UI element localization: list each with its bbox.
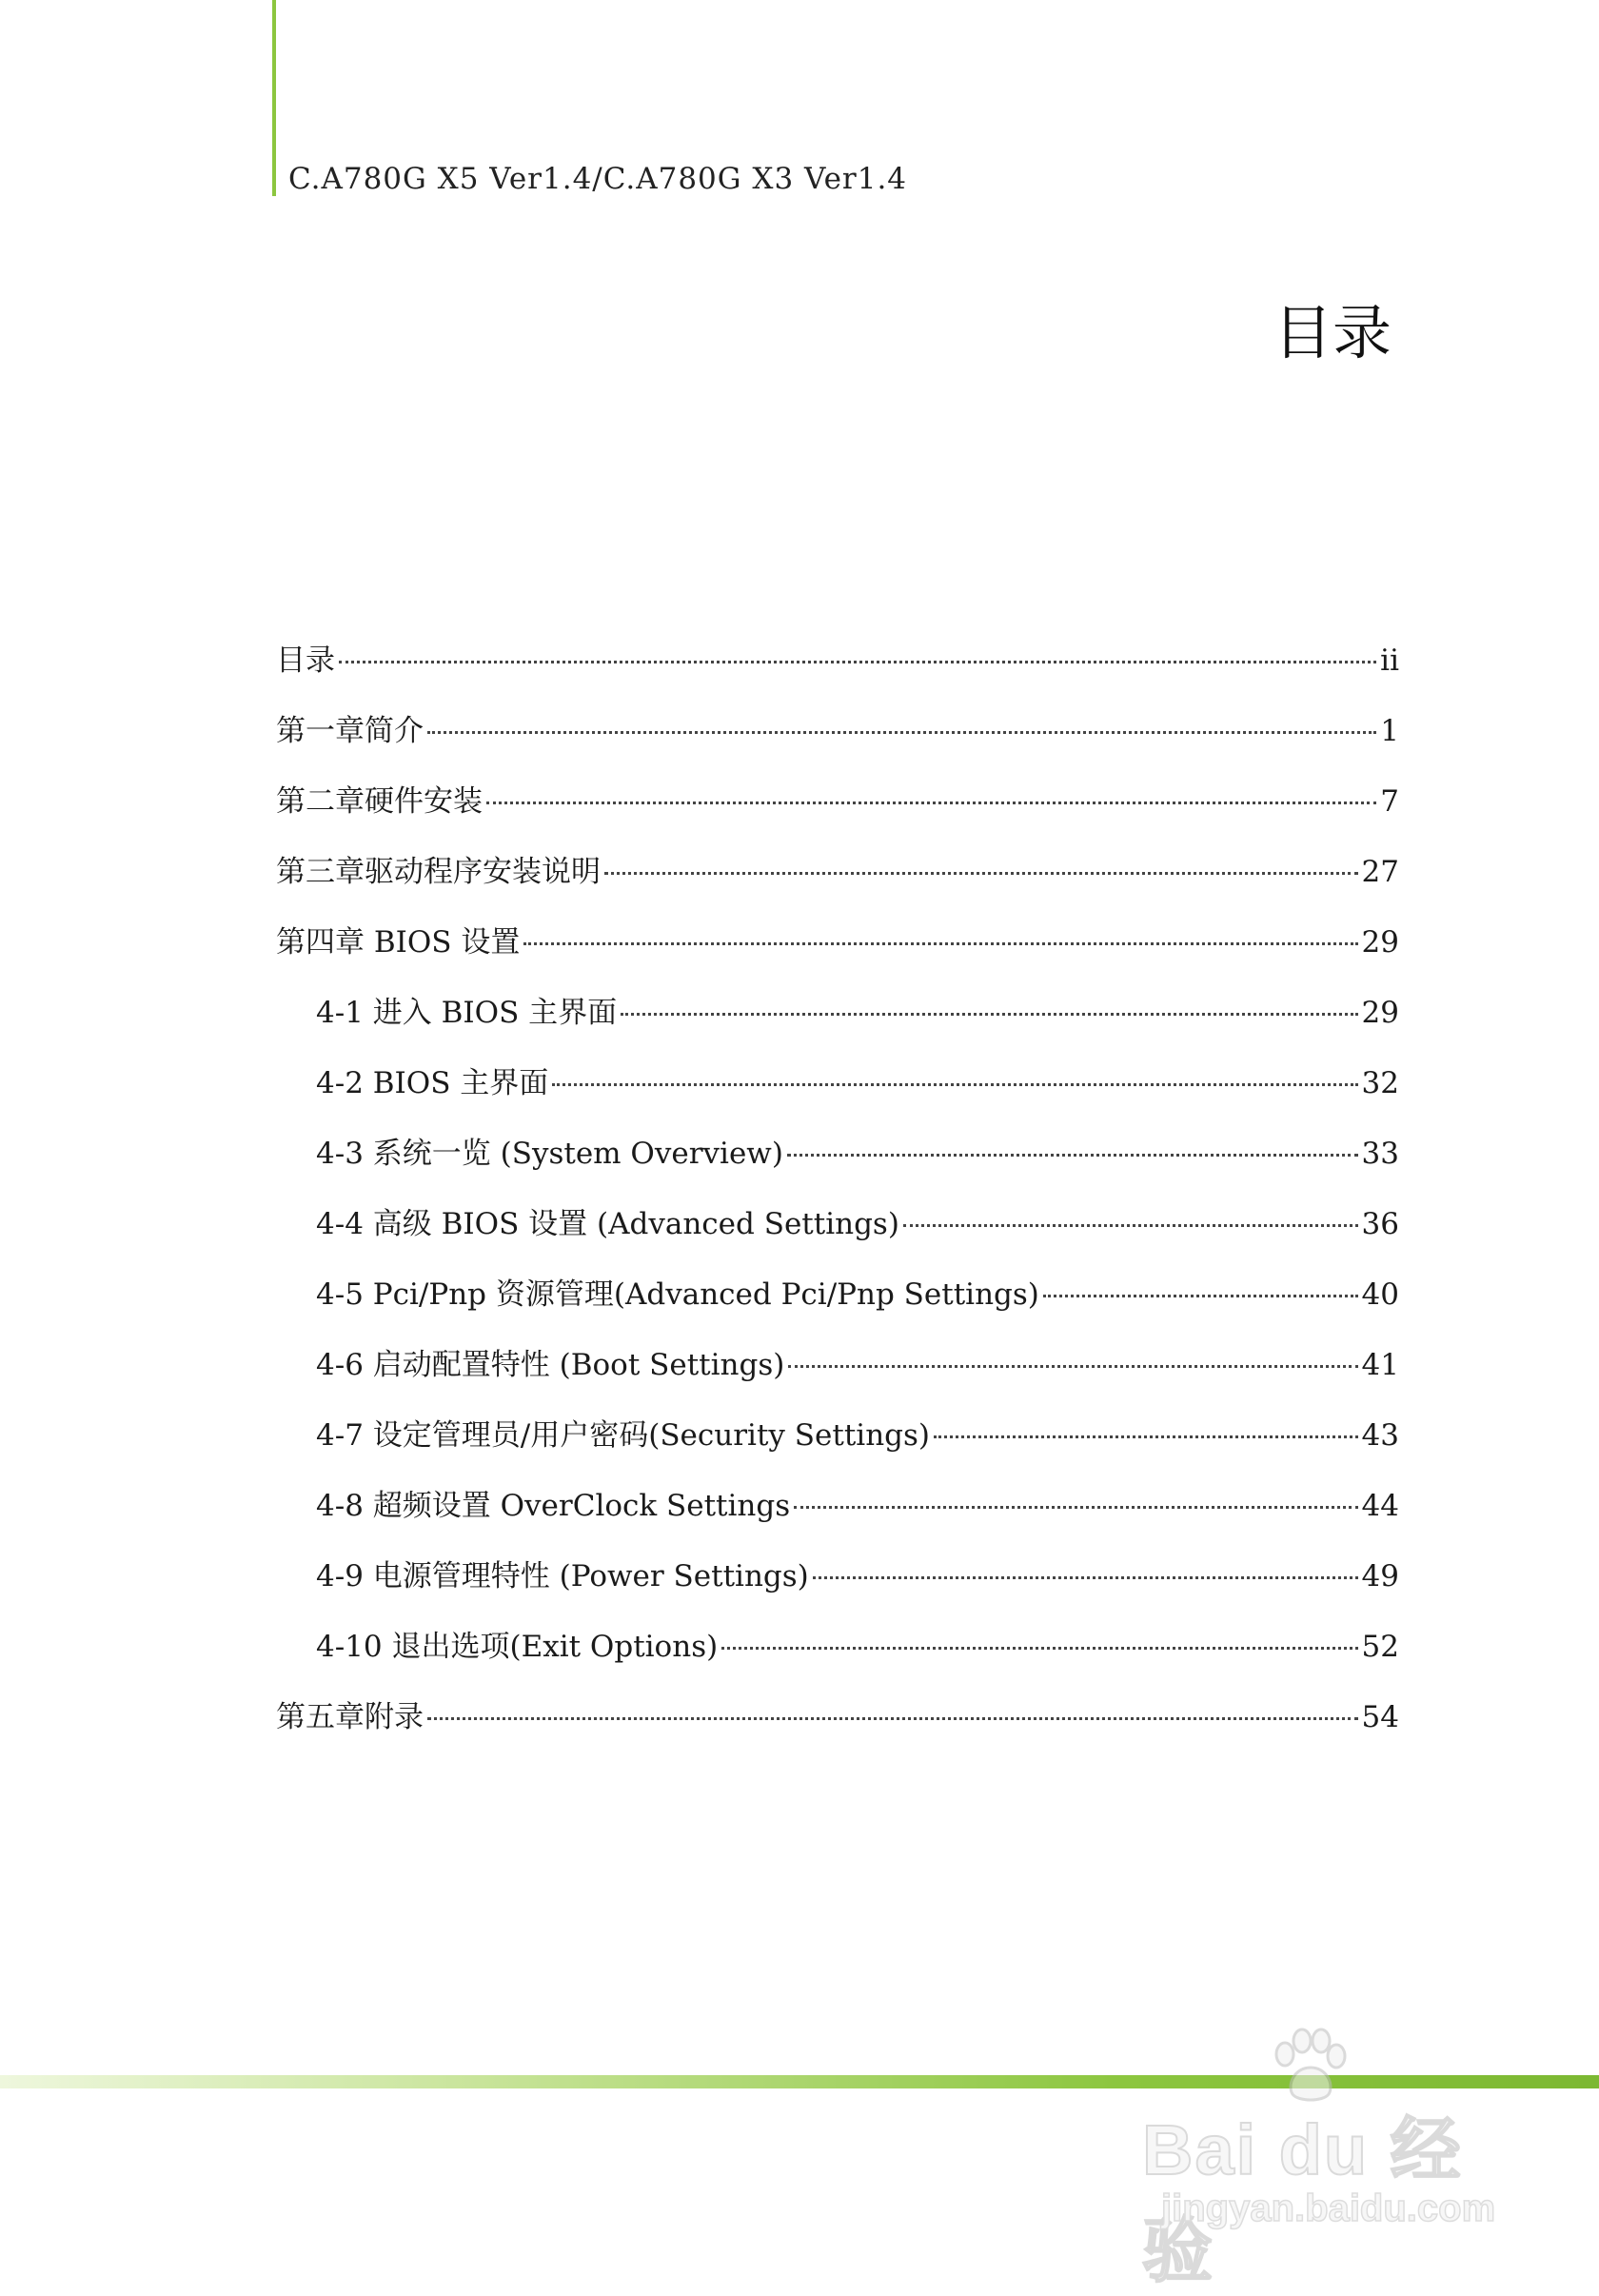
toc-entry-page: 32 [1361,1066,1399,1100]
header-accent-line [272,0,276,196]
toc-entry[interactable] [276,706,1399,777]
toc-subentry[interactable] [276,1622,1399,1692]
toc-leader-dots [427,1717,1358,1720]
toc-subentry[interactable] [276,1552,1399,1622]
toc-entry-page: 49 [1361,1559,1399,1593]
toc-leader-dots [813,1576,1358,1579]
toc-entry-title: 4-2 BIOS 主界面 [316,1066,549,1100]
toc-entry-page: 52 [1361,1630,1399,1664]
page-title: 目录 [1273,298,1392,367]
toc-entry-page: 40 [1361,1277,1399,1312]
toc-entry-title: 第五章附录 [276,1700,424,1734]
toc-entry-title: 第四章 BIOS 设置 [276,925,521,960]
watermark-url: jingyan.baidu.com [1161,2187,1496,2229]
toc-entry[interactable] [276,918,1399,988]
toc-subentry[interactable] [276,1129,1399,1199]
toc-leader-dots [787,1154,1358,1157]
table-of-contents [276,636,1399,1763]
toc-leader-dots [934,1435,1358,1438]
toc-leader-dots [486,802,1376,804]
toc-leader-dots [523,942,1357,945]
paw-icon [1266,2028,1352,2104]
toc-entry-page: 44 [1361,1489,1399,1523]
toc-entry-title: 第三章驱动程序安装说明 [276,855,601,889]
toc-entry-page: 27 [1361,855,1399,889]
toc-entry-title: 4-4 高级 BIOS 设置 (Advanced Settings) [316,1207,899,1241]
toc-subentry[interactable] [276,1411,1399,1481]
toc-entry-page: ii [1380,643,1399,678]
toc-entry-page: 29 [1361,996,1399,1030]
toc-subentry[interactable] [276,1059,1399,1129]
toc-leader-dots [552,1083,1357,1086]
baidu-jingyan-watermark [1133,2028,1513,2290]
toc-entry-title: 4-9 电源管理特性 (Power Settings) [316,1559,809,1593]
toc-leader-dots [1043,1295,1358,1297]
toc-leader-dots [427,731,1376,734]
toc-entry-title: 4-1 进入 BIOS 主界面 [316,996,618,1030]
toc-subentry[interactable] [276,1340,1399,1411]
toc-entry-page: 36 [1361,1207,1399,1241]
toc-entry-title: 4-5 Pci/Pnp 资源管理(Advanced Pci/Pnp Settings) [316,1277,1039,1312]
toc-leader-dots [794,1506,1357,1509]
toc-subentry[interactable] [276,1199,1399,1270]
toc-entry[interactable] [276,847,1399,918]
watermark-brand: Bai du 经验 [1142,2110,1463,2290]
toc-leader-dots [903,1224,1358,1227]
toc-subentry[interactable] [276,988,1399,1059]
toc-leader-dots [604,872,1358,875]
toc-entry-title: 4-8 超频设置 OverClock Settings [316,1489,791,1523]
toc-leader-dots [621,1013,1357,1016]
toc-entry-page: 29 [1361,925,1399,960]
toc-entry-page: 43 [1361,1418,1399,1453]
header-model-name: C.A780G X5 Ver1.4/C.A780G X3 Ver1.4 [288,162,908,196]
toc-subentry[interactable] [276,1270,1399,1340]
toc-entry[interactable] [276,636,1399,706]
toc-entry-page: 33 [1361,1137,1399,1171]
toc-entry-title: 4-6 启动配置特性 (Boot Settings) [316,1348,785,1382]
toc-leader-dots [721,1647,1357,1650]
toc-entry-title: 4-3 系统一览 (System Overview) [316,1137,783,1171]
toc-entry-title: 目录 [276,643,335,678]
toc-leader-dots [339,661,1376,663]
toc-entry-page: 41 [1361,1348,1399,1382]
toc-entry-title: 第一章简介 [276,714,424,748]
toc-entry-page: 1 [1380,714,1399,748]
toc-entry[interactable] [276,1692,1399,1763]
toc-entry[interactable] [276,777,1399,847]
toc-entry-title: 4-10 退出选项(Exit Options) [316,1630,719,1664]
toc-entry-title: 第二章硬件安装 [276,784,483,819]
toc-subentry[interactable] [276,1481,1399,1552]
toc-leader-dots [788,1365,1357,1368]
toc-entry-title: 4-7 设定管理员/用户密码(Security Settings) [316,1418,931,1453]
toc-entry-page: 54 [1361,1700,1399,1734]
toc-entry-page: 7 [1380,784,1399,819]
